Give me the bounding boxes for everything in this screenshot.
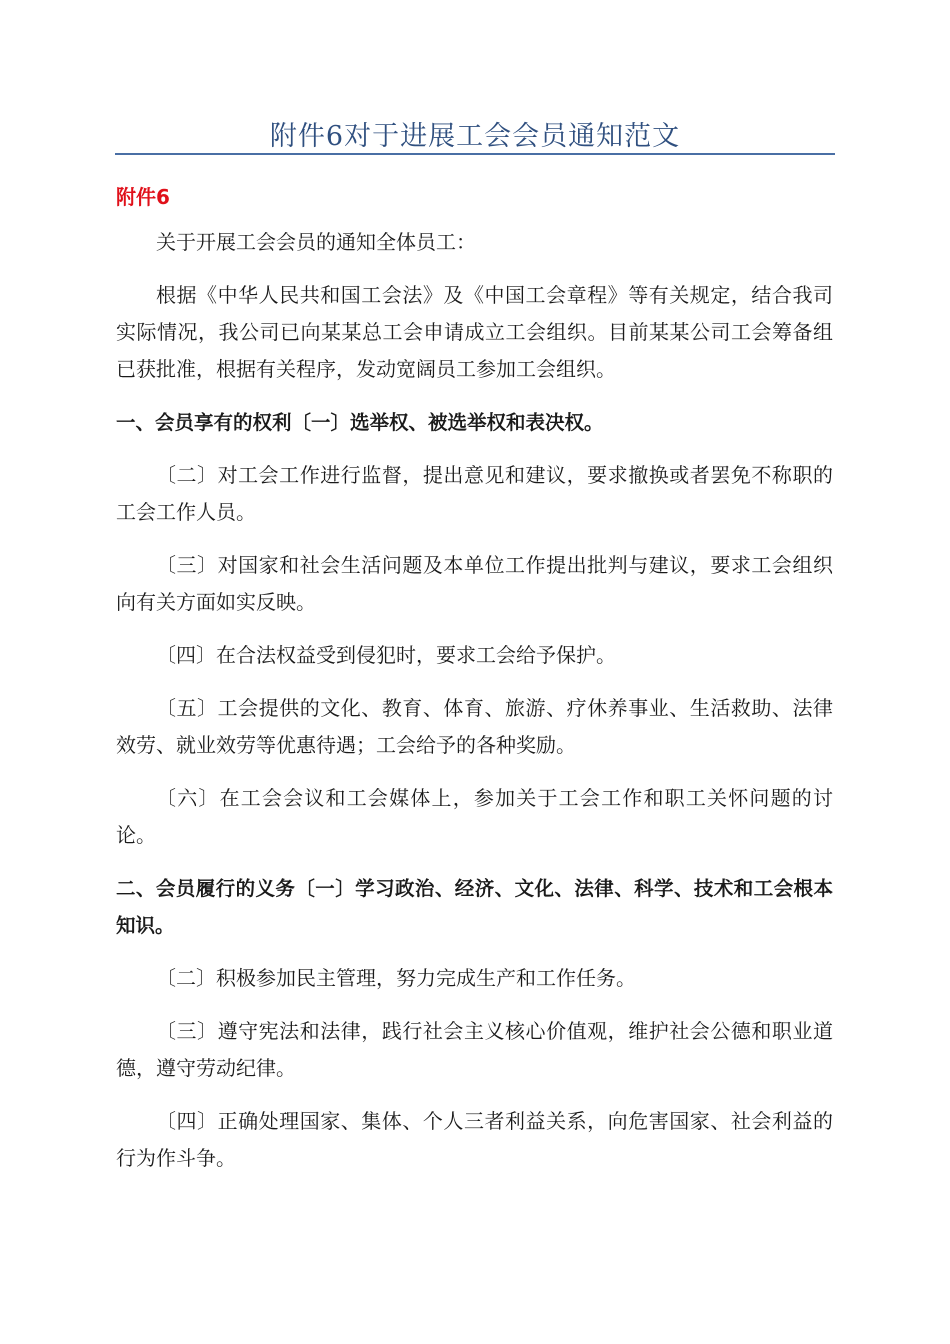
section-heading-duties: 二、会员履行的义务〔一〕学习政治、经济、文化、法律、科学、技术和工会根本知识。 [116, 877, 833, 937]
rights-item: 〔二〕对工会工作进行监督，提出意见和建议，要求撤换或者罢免不称职的工会工作人员。 [116, 463, 833, 524]
title-underline [115, 153, 835, 155]
greeting-paragraph: 关于开展工会会员的通知全体员工： [156, 230, 476, 254]
duties-item: 〔二〕积极参加民主管理，努力完成生产和工作任务。 [156, 966, 636, 990]
duties-item: 〔四〕正确处理国家、集体、个人三者利益关系，向危害国家、社会利益的行为作斗争。 [116, 1109, 833, 1170]
intro-paragraph: 根据《中华人民共和国工会法》及《中国工会章程》等有关规定，结合我司实际情况，我公司已向某某总工会申请成立工会组织。目前某某公司工会筹备组已获批准，根据有关程序，发动宽阔员工参加工会组织。 [116, 283, 833, 381]
rights-item: 〔四〕在合法权益受到侵犯时，要求工会给予保护。 [156, 643, 616, 667]
attachment-label: 附件6 [116, 185, 170, 209]
document-body [116, 224, 833, 1193]
rights-item: 〔六〕在工会会议和工会媒体上，参加关于工会工作和职工关怀问题的讨论。 [116, 786, 833, 847]
duties-item: 〔三〕遵守宪法和法律，践行社会主义核心价值观，维护社会公德和职业道德，遵守劳动纪律。 [116, 1019, 833, 1080]
rights-item: 〔五〕工会提供的文化、教育、体育、旅游、疗休养事业、生活救助、法律效劳、就业效劳等优惠待遇；工会给予的各种奖励。 [116, 696, 833, 757]
section-heading-rights: 一、会员享有的权利〔一〕选举权、被选举权和表决权。 [116, 411, 604, 434]
rights-item: 〔三〕对国家和社会生活问题及本单位工作提出批判与建议，要求工会组织向有关方面如实反映。 [116, 553, 833, 614]
document-title: 附件6对于进展工会会员通知范文 [269, 121, 681, 152]
